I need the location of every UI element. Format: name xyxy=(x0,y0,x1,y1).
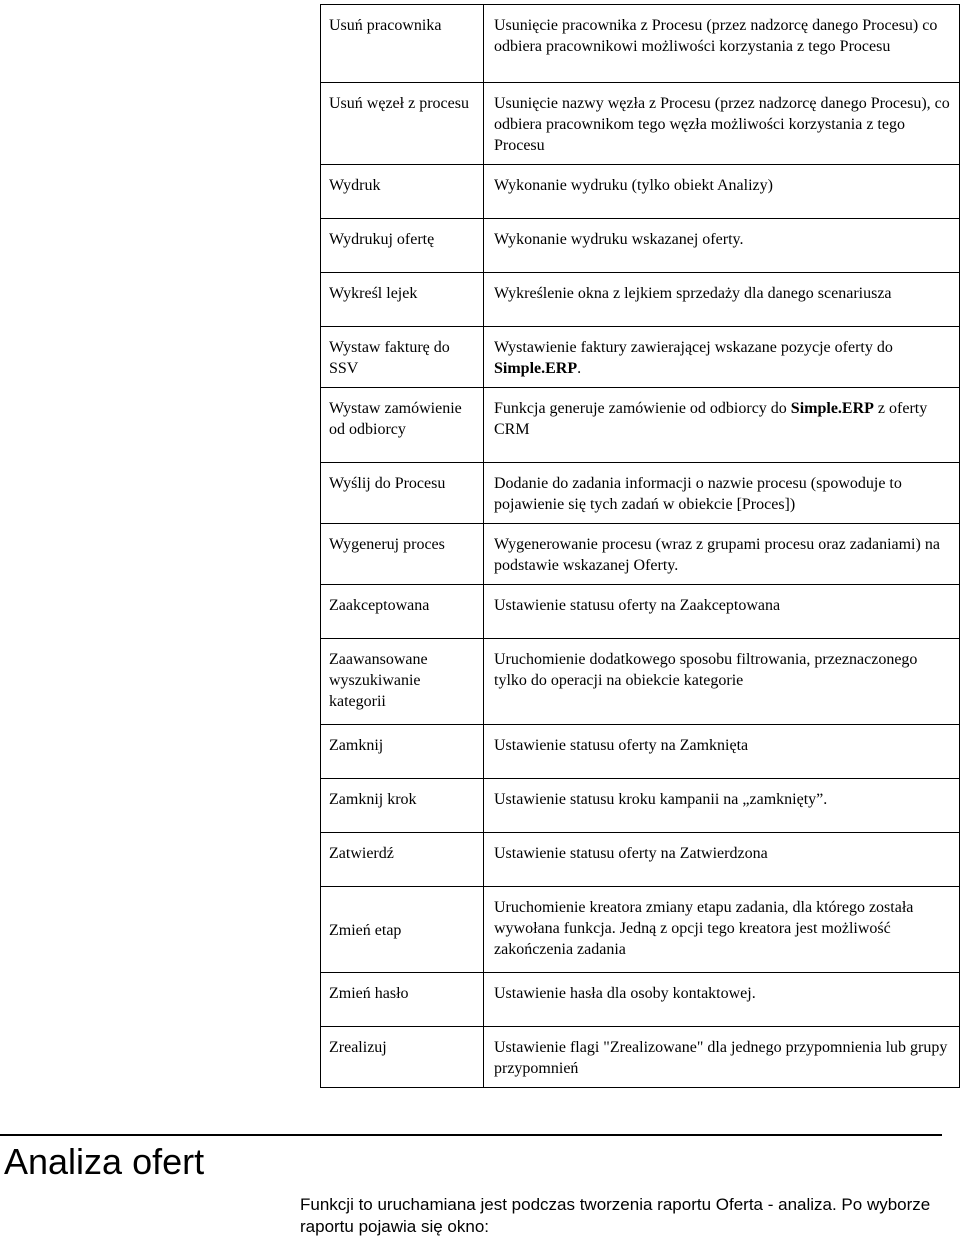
description-cell: Ustawienie statusu kroku kampanii na „zamknięty”. xyxy=(484,779,960,833)
description-cell: Wykreślenie okna z lejkiem sprzedaży dla danego scenariusza xyxy=(484,273,960,327)
table-row xyxy=(321,639,960,725)
table-row xyxy=(321,973,960,1027)
command-cell: Wydruk xyxy=(321,165,484,219)
table-row xyxy=(321,83,960,165)
table-row xyxy=(321,524,960,585)
product-name: Simple.ERP xyxy=(790,400,874,417)
description-cell: Ustawienie statusu oferty na Zaakceptowana xyxy=(484,585,960,639)
description-cell: Uruchomienie kreatora zmiany etapu zadania, dla którego została wywołana funkcja. Jedną z opcji tego kreatora jest możliwość zakończenia zadania xyxy=(484,887,960,973)
command-cell: Wygeneruj proces xyxy=(321,524,484,585)
description-cell: Ustawienie hasła dla osoby kontaktowej. xyxy=(484,973,960,1027)
product-name: Simple.ERP xyxy=(494,360,578,377)
command-cell: Zamknij xyxy=(321,725,484,779)
table-row xyxy=(321,388,960,463)
description-cell: Wygenerowanie procesu (wraz z grupami procesu oraz zadaniami) na podstawie wskazanej Oferty. xyxy=(484,524,960,585)
description-cell: Ustawienie flagi "Zrealizowane" dla jednego przypomnienia lub grupy przypomnień xyxy=(484,1027,960,1088)
table-row xyxy=(321,887,960,973)
command-cell: Wyślij do Procesu xyxy=(321,463,484,524)
description-text: . xyxy=(577,360,582,377)
description-cell: Ustawienie statusu oferty na Zamknięta xyxy=(484,725,960,779)
command-cell: Wystaw fakturę do SSV xyxy=(321,327,484,388)
table-row xyxy=(321,725,960,779)
command-cell: Zrealizuj xyxy=(321,1027,484,1088)
table-row xyxy=(321,779,960,833)
description-cell: Ustawienie statusu oferty na Zatwierdzona xyxy=(484,833,960,887)
command-cell: Zmień hasło xyxy=(321,973,484,1027)
table-row xyxy=(321,5,960,83)
command-cell: Wykreśl lejek xyxy=(321,273,484,327)
description-cell: Wykonanie wydruku (tylko obiekt Analizy) xyxy=(484,165,960,219)
command-cell: Wydrukuj ofertę xyxy=(321,219,484,273)
table-row xyxy=(321,463,960,524)
command-cell: Zaakceptowana xyxy=(321,585,484,639)
command-cell: Usuń pracownika xyxy=(321,5,484,83)
description-cell: Dodanie do zadania informacji o nazwie procesu (spowoduje to pojawienie się tych zadań w obiekcie [Proces]) xyxy=(484,463,960,524)
table-row xyxy=(321,273,960,327)
section-heading: Analiza ofert xyxy=(4,1141,205,1182)
section-divider xyxy=(0,1134,942,1136)
table-row xyxy=(321,327,960,388)
description-text: Wystawienie faktury zawierającej wskazane pozycje oferty do xyxy=(494,339,893,356)
command-cell: Usuń węzeł z procesu xyxy=(321,83,484,165)
description-cell xyxy=(484,388,960,463)
command-cell: Zamknij krok xyxy=(321,779,484,833)
table-row xyxy=(321,833,960,887)
description-text: Funkcja generuje zamówienie od odbiorcy do xyxy=(494,400,791,417)
command-cell: Wystaw zamówienie od odbiorcy xyxy=(321,388,484,463)
table-row xyxy=(321,585,960,639)
table-row xyxy=(321,219,960,273)
description-cell: Usunięcie pracownika z Procesu (przez nadzorcę danego Procesu) co odbiera pracownikowi możliwości korzystania z tego Procesu xyxy=(484,5,960,83)
description-cell: Wykonanie wydruku wskazanej oferty. xyxy=(484,219,960,273)
description-text: z oferty CRM xyxy=(494,400,928,438)
command-cell: Zaawansowane wyszukiwanie kategorii xyxy=(321,639,484,725)
description-cell xyxy=(484,327,960,388)
functions-table xyxy=(320,4,960,1088)
table-row xyxy=(321,165,960,219)
description-cell: Usunięcie nazwy węzła z Procesu (przez nadzorcę danego Procesu), co odbiera pracownikom tego węzła możliwości korzystania z tego Procesu xyxy=(484,83,960,165)
section-paragraph: Funkcji to uruchamiana jest podczas tworzenia raportu Oferta - analiza. Po wyborze raportu pojawia się okno: xyxy=(300,1195,931,1236)
command-cell: Zatwierdź xyxy=(321,833,484,887)
description-cell: Uruchomienie dodatkowego sposobu filtrowania, przeznaczonego tylko do operacji na obiekcie kategorie xyxy=(484,639,960,725)
command-cell: Zmień etap xyxy=(321,887,484,973)
table-row xyxy=(321,1027,960,1088)
